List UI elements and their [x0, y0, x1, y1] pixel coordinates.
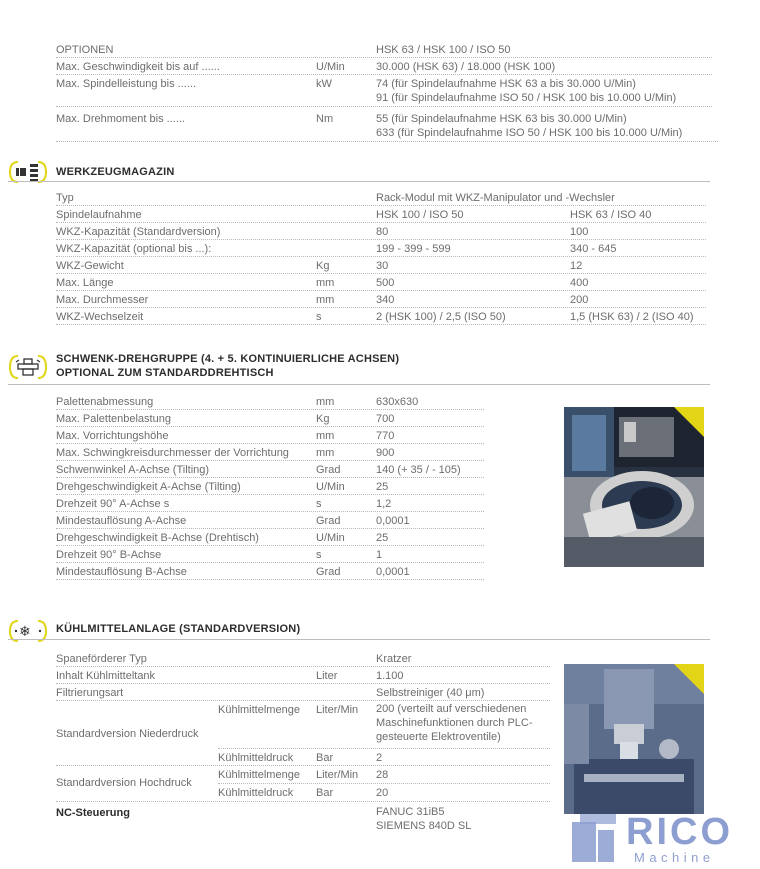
row-divider — [218, 748, 550, 749]
table-row — [56, 546, 484, 563]
table-row — [56, 274, 706, 291]
row-value: 1,2 — [376, 498, 392, 510]
hochdruck-druck-label: Kühlmitteldruck — [218, 787, 294, 799]
row-value: 30.000 (HSK 63) / 18.000 (HSK 100) — [376, 61, 556, 73]
table-row — [56, 206, 706, 223]
row-value: 55 (für Spindelaufnahme HSK 63 bis 30.000 U/Min) — [376, 113, 627, 125]
hochdruck-menge-value: 28 — [376, 769, 389, 781]
row-value: 0,0001 — [376, 515, 410, 527]
row-label: OPTIONEN — [56, 44, 114, 56]
row-value: 1 — [376, 549, 383, 561]
row-value: 900 — [376, 447, 395, 459]
kuehlmitteldruck-unit: Bar — [316, 752, 334, 764]
row-value-2: 100 — [570, 226, 589, 238]
row-value: 74 (für Spindelaufnahme HSK 63 a bis 30.000 U/Min) — [376, 78, 636, 90]
row-label: Max. Länge — [56, 277, 114, 289]
row-value: 25 — [376, 532, 389, 544]
row-unit: Kg — [316, 413, 330, 425]
row-divider — [56, 801, 550, 802]
row-value: Selbstreiniger (40 μm) — [376, 687, 485, 699]
row-value: 1.100 — [376, 670, 404, 682]
table-row — [56, 257, 706, 274]
row-value-2: 633 (für Spindelaufnahme ISO 50 / HSK 100 bis 10.000 U/Min) — [376, 127, 683, 139]
row-unit: mm — [316, 430, 335, 442]
hochdruck-druck-unit: Bar — [316, 787, 334, 799]
table-row — [56, 667, 550, 684]
row-label: Max. Geschwindigkeit bis auf ...... — [56, 61, 220, 73]
row-label: Drehgeschwindigkeit B-Achse (Drehtisch) — [56, 532, 259, 544]
row-label: Mindestauflösung B-Achse — [56, 566, 187, 578]
row-label: WKZ-Kapazität (optional bis ...): — [56, 243, 212, 255]
row-value-2: 91 (für Spindelaufnahme ISO 50 / HSK 100 bis 10.000 U/Min) — [376, 92, 677, 104]
table-row — [56, 495, 484, 512]
table-row — [56, 240, 706, 257]
kuehlmittelmenge-value-3: gesteuerte Elektroventile) — [376, 731, 501, 743]
row-label: Drehzeit 90° A-Achse s — [56, 498, 170, 510]
kuehlmittelmenge-unit: Liter/Min — [316, 704, 359, 716]
row-unit: s — [316, 311, 322, 323]
row-unit: Grad — [316, 566, 341, 578]
row-value-2: 1,5 (HSK 63) / 2 (ISO 40) — [570, 311, 694, 323]
row-unit: s — [316, 498, 322, 510]
coolant-machine-photo — [564, 664, 704, 814]
table-row — [56, 427, 484, 444]
row-value: HSK 63 / HSK 100 / ISO 50 — [376, 44, 511, 56]
row-unit: Grad — [316, 464, 341, 476]
table-row — [56, 529, 484, 546]
row-label: Max. Vorrichtungshöhe — [56, 430, 169, 442]
row-value: 770 — [376, 430, 395, 442]
section-divider — [8, 181, 710, 182]
table-row — [56, 393, 484, 410]
row-value: 80 — [376, 226, 389, 238]
kuehlmittelmenge-label: Kühlmittelmenge — [218, 704, 300, 716]
row-value: HSK 100 / ISO 50 — [376, 209, 464, 221]
row-label: Max. Palettenbelastung — [56, 413, 171, 425]
row-value: 2 (HSK 100) / 2,5 (ISO 50) — [376, 311, 506, 323]
hochdruck-menge-label: Kühlmittelmenge — [218, 769, 300, 781]
table-row — [56, 110, 718, 142]
rotary-table-photo — [564, 407, 704, 567]
logo-sub: Machine — [634, 850, 715, 865]
row-value-2: HSK 63 / ISO 40 — [570, 209, 652, 221]
row-label: Max. Spindelleistung bis ...... — [56, 78, 197, 90]
table-row — [56, 650, 550, 667]
nc-steuerung-value-2: SIEMENS 840D SL — [376, 820, 472, 832]
row-label: Schwenwinkel A-Achse (Tilting) — [56, 464, 210, 476]
table-row — [56, 308, 706, 325]
table-row — [56, 410, 484, 427]
table-row — [56, 478, 484, 495]
table-row — [56, 58, 712, 75]
row-unit: mm — [316, 277, 335, 289]
row-label: Typ — [56, 192, 74, 204]
row-value: 140 (+ 35 / - 105) — [376, 464, 461, 476]
table-row — [56, 223, 706, 240]
row-value: 630x630 — [376, 396, 419, 408]
section-divider — [8, 384, 710, 385]
row-label: Max. Durchmesser — [56, 294, 149, 306]
row-value: 700 — [376, 413, 395, 425]
section-subtitle-schwenk: OPTIONAL ZUM STANDARDDREHTISCH — [56, 367, 274, 379]
kuehlmitteldruck-value: 2 — [376, 752, 383, 764]
section-title-kuehl: KÜHLMITTELANLAGE (STANDARDVERSION) — [56, 623, 301, 635]
kuehlmittelmenge-value: 200 (verteilt auf verschiedenen — [376, 703, 527, 715]
row-unit: Kg — [316, 260, 330, 272]
kuehlmittelmenge-value-2: Maschinefunktionen durch PLC- — [376, 717, 533, 729]
section-divider — [8, 639, 710, 640]
row-value: Kratzer — [376, 653, 412, 665]
row-label: WKZ-Gewicht — [56, 260, 124, 272]
row-value-2: 200 — [570, 294, 589, 306]
hochdruck-menge-unit: Liter/Min — [316, 769, 359, 781]
row-unit: Nm — [316, 113, 334, 125]
row-unit: U/Min — [316, 481, 345, 493]
row-value: Rack-Modul mit WKZ-Manipulator und -Wechsler — [376, 192, 615, 204]
row-label: Drehzeit 90° B-Achse — [56, 549, 162, 561]
row-divider — [56, 765, 550, 766]
row-unit: kW — [316, 78, 332, 90]
row-unit: s — [316, 549, 322, 561]
table-row — [56, 41, 712, 58]
row-unit: U/Min — [316, 61, 345, 73]
row-value-2: 400 — [570, 277, 589, 289]
row-unit: mm — [316, 294, 335, 306]
row-label: Filtrierungsart — [56, 687, 124, 699]
row-label: WKZ-Wechselzeit — [56, 311, 144, 323]
row-value: 25 — [376, 481, 389, 493]
row-label: WKZ-Kapazität (Standardversion) — [56, 226, 221, 238]
row-value-2: 12 — [570, 260, 583, 272]
table-row — [56, 563, 484, 580]
row-unit: mm — [316, 396, 335, 408]
row-value: 500 — [376, 277, 395, 289]
row-unit: mm — [316, 447, 335, 459]
row-label: Mindestauflösung A-Achse — [56, 515, 187, 527]
table-row — [56, 75, 712, 107]
table-row — [56, 444, 484, 461]
row-unit: Grad — [316, 515, 341, 527]
niederdruck-label: Standardversion Niederdruck — [56, 728, 199, 740]
rico-machine-logo — [570, 800, 756, 866]
coolant-snowflake-icon — [6, 618, 50, 644]
hochdruck-label: Standardversion Hochdruck — [56, 777, 192, 789]
row-value: 340 — [376, 294, 395, 306]
row-label: Spindelaufnahme — [56, 209, 142, 221]
hochdruck-druck-value: 20 — [376, 787, 389, 799]
row-divider — [218, 783, 550, 784]
table-row — [56, 684, 550, 701]
table-row — [56, 512, 484, 529]
section-title-werkzeugmagazin: WERKZEUGMAGAZIN — [56, 166, 175, 178]
row-value: 0,0001 — [376, 566, 410, 578]
table-row — [56, 461, 484, 478]
row-value-2: 340 - 645 — [570, 243, 617, 255]
nc-steuerung-value: FANUC 31iB5 — [376, 806, 445, 818]
kuehlmitteldruck-label: Kühlmitteldruck — [218, 752, 294, 764]
row-value: 30 — [376, 260, 389, 272]
row-unit: U/Min — [316, 532, 345, 544]
table-row — [56, 291, 706, 308]
table-row — [56, 189, 706, 206]
rotary-tilt-table-icon — [6, 353, 50, 379]
row-label: Palettenabmessung — [56, 396, 154, 408]
row-value: 199 - 399 - 599 — [376, 243, 451, 255]
section-title-schwenk: SCHWENK-DREHGRUPPE (4. + 5. KONTINUIERLICHE ACHSEN) — [56, 353, 400, 365]
svg-text:❄: ❄ — [19, 624, 31, 640]
row-label: Max. Schwingkreisdurchmesser der Vorrichtung — [56, 447, 289, 459]
row-unit: Liter — [316, 670, 338, 682]
nc-steuerung-label: NC-Steuerung — [56, 807, 130, 819]
logo-brand: RICO — [626, 811, 733, 853]
row-label: Max. Drehmoment bis ...... — [56, 113, 185, 125]
row-label: Spaneförderer Typ — [56, 653, 147, 665]
row-label: Drehgeschwindigkeit A-Achse (Tilting) — [56, 481, 241, 493]
row-label: Inhalt Kühlmitteltank — [56, 670, 156, 682]
